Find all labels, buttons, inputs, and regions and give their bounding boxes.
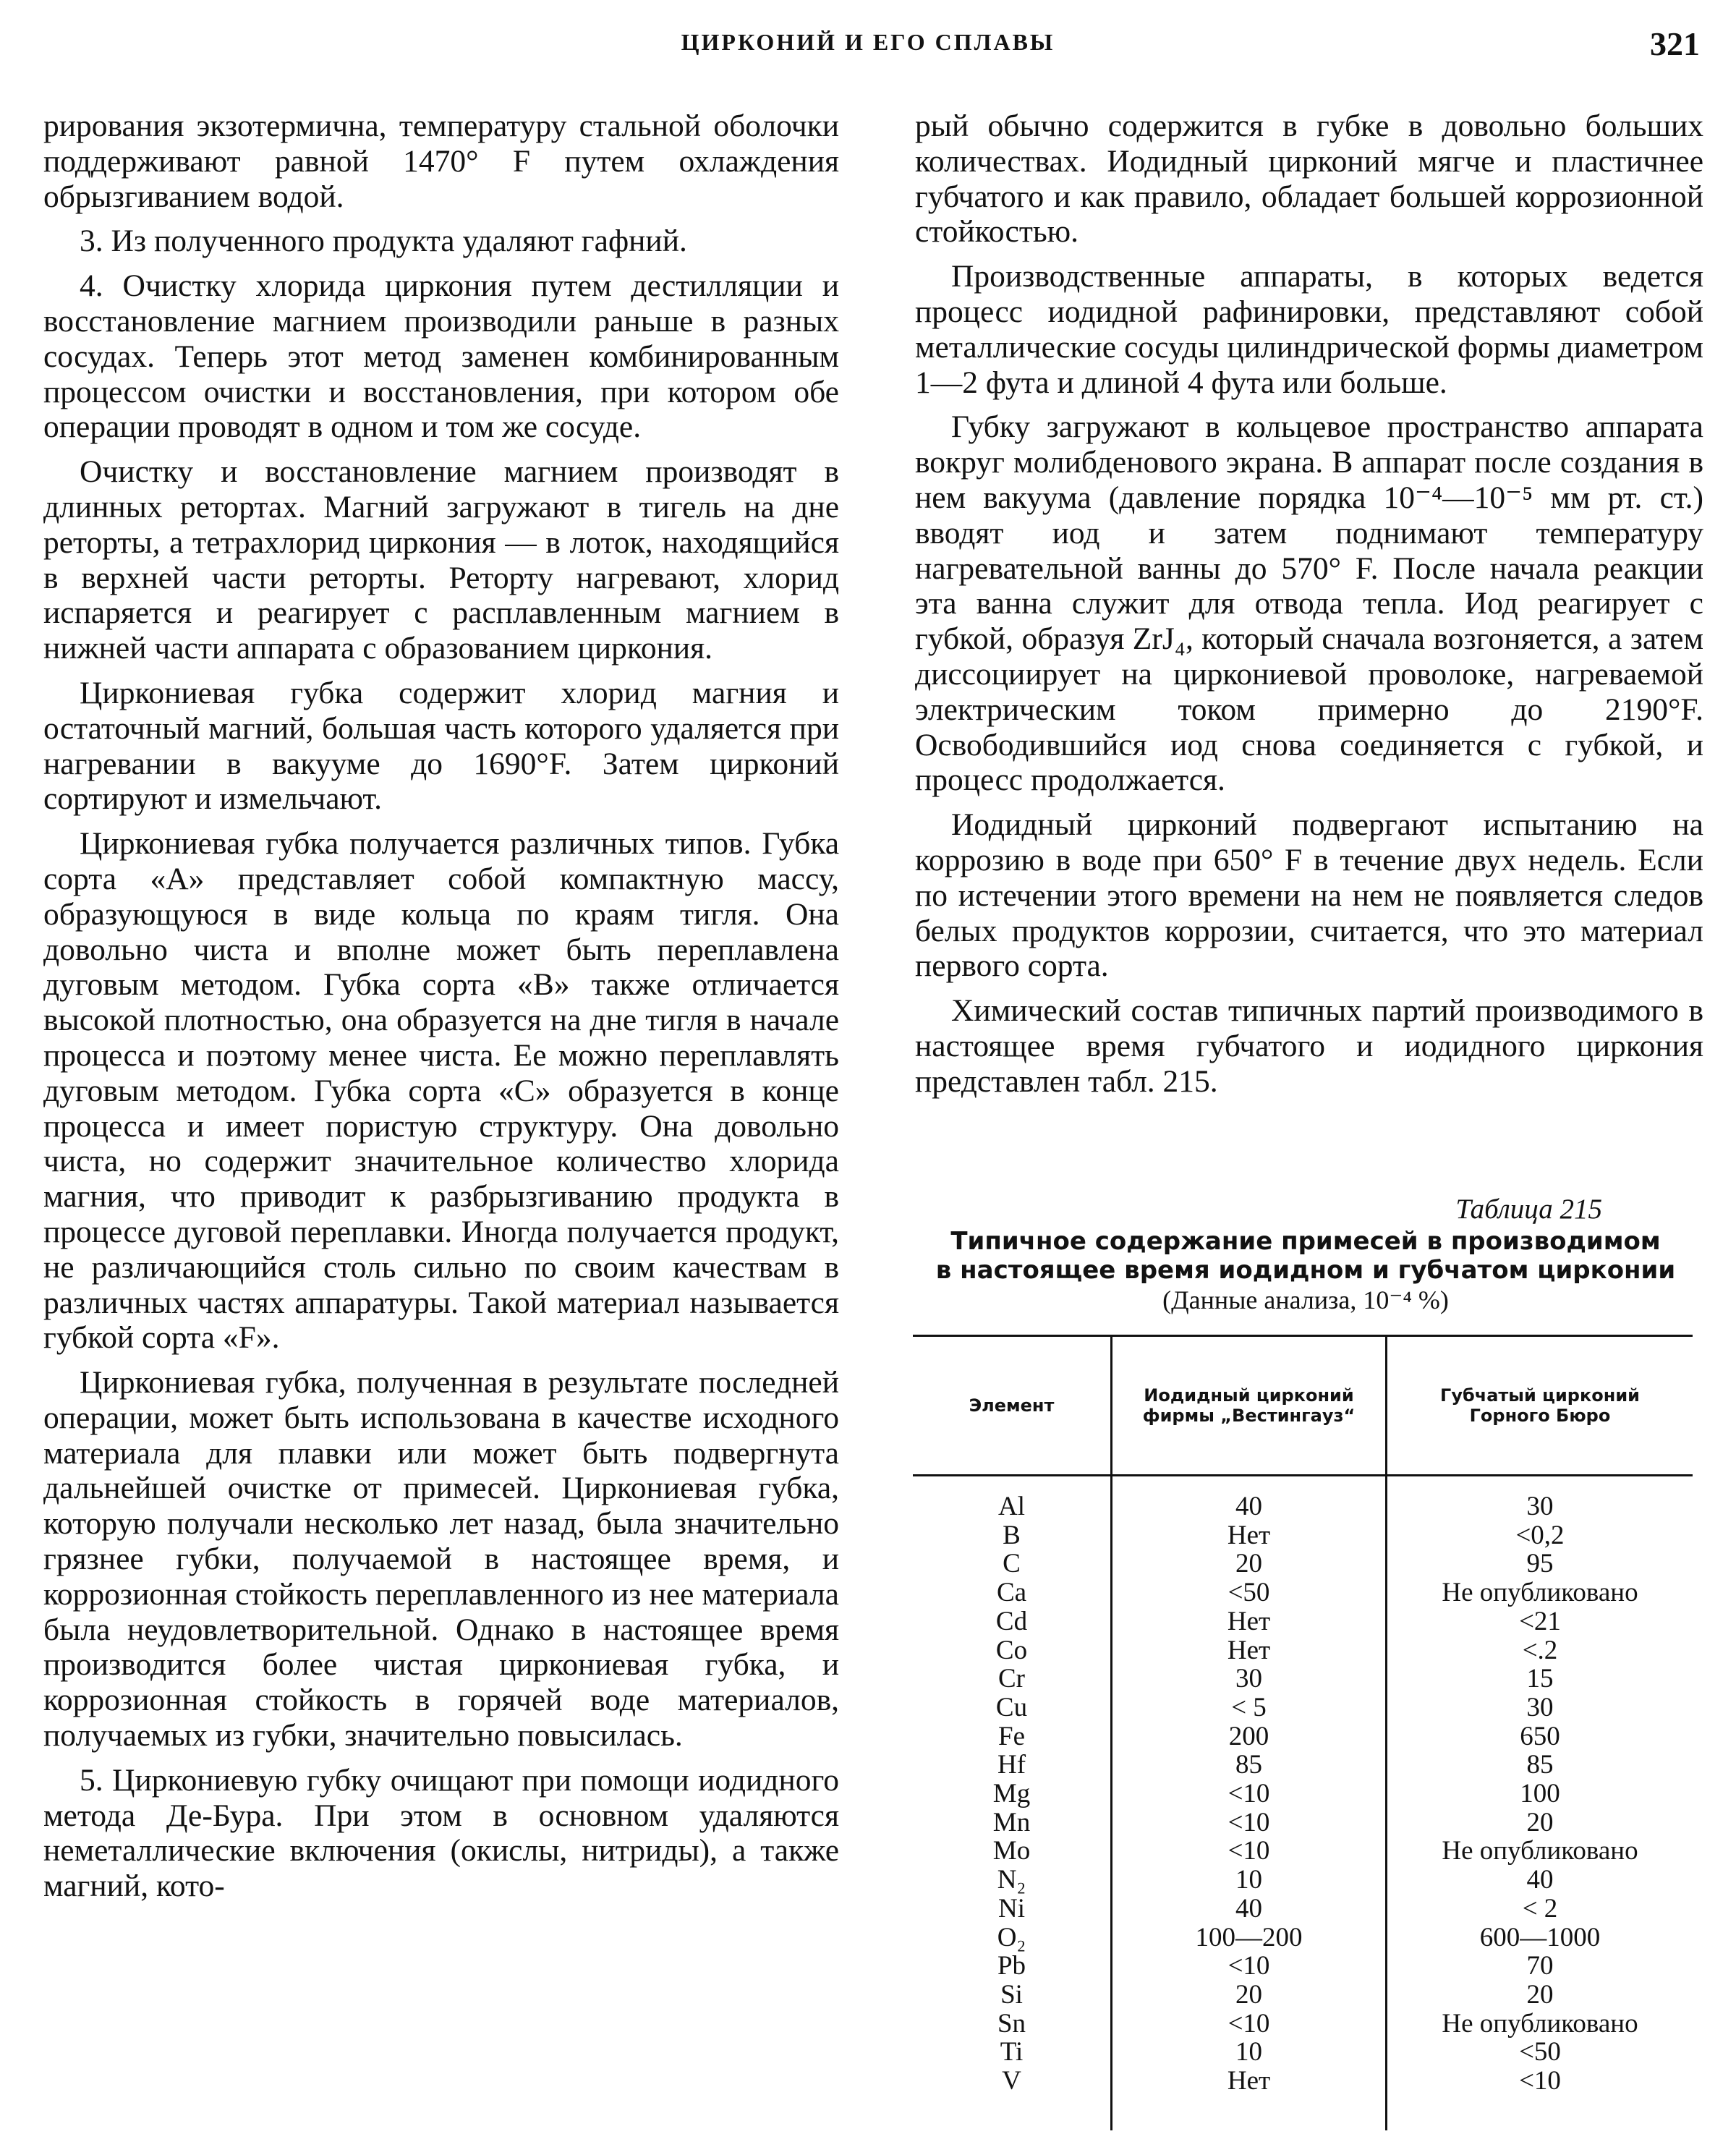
iodide-value-cell: 200 [1228, 1721, 1269, 1751]
iodide-value-cell: 10 [1235, 2037, 1262, 2067]
sponge-value-cell: 600—1000 [1479, 1922, 1601, 1952]
column-header-sponge [1387, 1336, 1693, 1476]
sponge-value-cell: 15 [1526, 1664, 1554, 1694]
table-units-note: (Данные анализа, 10⁻⁴ %) [1162, 1285, 1449, 1314]
paragraph: 4. Очистку хлорида циркония путем дестилляции и восстановление магнием производили раньше в разных сосудах. Теперь этот метод заменен комбинированным процессом очистки и восстановления, при котором обе операции проводят в одном и том же сосуде. [43, 268, 839, 445]
iodide-value-cell: Нет [1227, 1520, 1271, 1550]
element-cell: Ti [1000, 2037, 1024, 2067]
paragraph: 3. Из полученного продукта удаляют гафний. [80, 224, 687, 259]
iodide-value-cell: Нет [1227, 2066, 1271, 2096]
element-cell: V [1002, 2066, 1021, 2096]
sponge-value-cell: 30 [1526, 1692, 1554, 1722]
element-list [913, 1492, 1110, 2096]
iodide-value-cell: 100—200 [1195, 1922, 1303, 1952]
sponge-value-cell: <10 [1519, 2066, 1561, 2096]
paragraph: Циркониевая губка получается различных типов. Губка сорта «А» представляет собой компактную массу, образующуюся в виде кольца по краям тигля. Она довольно чиста и вполне может быть переплавлена дуговым методом. Губка сорта «В» также отличается высокой плотностью, она образуется на дне тигля в начале процесса и поэтому менее чиста. Ее можно переплавлять дуговым методом. Губка сорта «С» образуется в конце процесса и имеет пористую структуру. Она довольно чиста, но содержит значительное количество хлорида магния, что приводит к разбрызгиванию продукта в процессе дуговой переплавки. Иногда получается продукт, не различающийся столь сильно по своим качествам в различных частях аппаратуры. Такой материал называется губкой сорта «F». [43, 826, 839, 1356]
element-cell: C [1003, 1549, 1021, 1579]
column-header-element [913, 1336, 1112, 1476]
iodide-value-cell: 20 [1235, 1549, 1262, 1579]
iodide-value-cell: Нет [1227, 1606, 1271, 1636]
running-header-title: ЦИРКОНИЙ И ЕГО СПЛАВЫ [681, 29, 1055, 55]
iodide-value-cell: <10 [1227, 1779, 1270, 1809]
left-text-column [43, 109, 839, 1904]
header-text: Иодидный цирконий [1144, 1385, 1354, 1406]
table-title-line: Типичное содержание примесей в производимом [950, 1227, 1661, 1256]
sponge-value-cell: 20 [1526, 1807, 1554, 1837]
sponge-value-list [1387, 1492, 1693, 2096]
element-cell: Ca [996, 1578, 1027, 1608]
paragraph: Циркониевая губка содержит хлорид магния и остаточный магний, большая часть которого удаляется при нагревании в вакууме до 1690°F. Затем цирконий сортируют и измельчают. [43, 675, 839, 817]
sponge-value-cell: < 2 [1522, 1893, 1558, 1923]
paragraph: Химический состав типичных партий производимого в настоящее время губчатого и иодидного циркония представлен табл. 215. [915, 993, 1703, 1099]
iodide-value-cell: <10 [1227, 2008, 1270, 2039]
paragraph: рый обычно содержится в губке в довольно больших количествах. Иодидный цирконий мягче и пластичнее губчатого и как правило, обладает большей коррозионной стойкостью. [915, 109, 1703, 250]
iodide-value-list [1112, 1492, 1385, 2096]
sponge-value-cell: <21 [1519, 1606, 1561, 1636]
sponge-column [1387, 1476, 1693, 2131]
iodide-value-cell: 40 [1235, 1492, 1262, 1521]
iodide-value-cell: <10 [1227, 1807, 1270, 1837]
element-cell: Mg [992, 1779, 1031, 1809]
iodide-value-cell: 20 [1235, 1979, 1262, 2010]
paragraph: Губку загружают в кольцевое пространство аппарата вокруг молибденового экрана. В аппарат после создания в нем вакуума (давление порядка 10⁻⁴—10⁻⁵ мм рт. ст.) вводят иод и затем поднимают температуру нагревательной ванны до 570° F. После начала реакции эта ванна служит для отвода тепла. Иод реагирует с губкой, образуя ZrJ₄, который сначала возгоняется, а затем диссоциирует на циркониевой проволоке, нагреваемой электрическим током примерно до 2190°F. Освободившийся иод снова соединяется с губкой, и процесс продолжается. [915, 409, 1703, 798]
sponge-value-cell: 95 [1526, 1549, 1554, 1579]
paragraph: рирования экзотермична, температуру стальной оболочки поддерживают равной 1470° F путем охлаждения обрызгиванием водой. [43, 109, 839, 214]
sponge-value-cell: 40 [1526, 1865, 1554, 1895]
table-caption [908, 1192, 1703, 1315]
paragraph: Иодидный цирконий подвергают испытанию на коррозию в воде при 650° F в течение двух недель. Если по истечении этого времени на нем не появляется следов белых продуктов коррозии, считается, что это материал первого сорта. [915, 807, 1703, 984]
running-header [0, 25, 1736, 72]
element-cell: Sn [997, 2008, 1026, 2039]
sponge-value-cell: 20 [1526, 1979, 1554, 2010]
table-number: Таблица 215 [1455, 1194, 1602, 1225]
element-cell: Co [995, 1635, 1028, 1665]
element-cell: Mo [992, 1836, 1031, 1866]
element-cell: Fe [998, 1721, 1025, 1751]
iodide-value-cell: 85 [1235, 1750, 1262, 1780]
element-column [913, 1476, 1112, 2131]
header-text: Губчатый цирконий [1440, 1385, 1640, 1406]
iodide-column [1112, 1476, 1387, 2131]
paragraph: 5. Циркониевую губку очищают при помощи иодидного метода Де-Бура. При этом в основном удаляются неметаллические включения (окислы, нитриды), а также магний, кото- [43, 1762, 839, 1904]
iodide-value-cell: <50 [1227, 1578, 1270, 1608]
iodide-value-cell: <10 [1227, 1836, 1270, 1866]
element-cell: B [1003, 1520, 1021, 1550]
sponge-value-cell: Не опубликовано [1442, 1836, 1638, 1866]
page-number: 321 [1650, 25, 1700, 62]
iodide-value-cell: <10 [1227, 1951, 1270, 1981]
element-cell: Cu [995, 1692, 1028, 1722]
sponge-value-cell: <50 [1519, 2037, 1561, 2067]
element-cell: Pb [997, 1951, 1026, 1981]
header-text: фирмы „Вестингауз“ [1142, 1406, 1356, 1426]
sponge-value-cell: <.2 [1522, 1635, 1558, 1665]
paragraph: Очистку и восстановление магнием производят в длинных ретортах. Магний загружают в тигель на дне реторты, а тетрахлорид циркония — в лоток, находящийся в верхней части реторты. Реторту нагревают, хлорид испаряется и реагирует с расплавленным магнием в нижней части аппарата с образованием циркония. [43, 454, 839, 666]
sponge-value-cell: Не опубликовано [1442, 1578, 1638, 1608]
sponge-value-cell: Не опубликовано [1442, 2008, 1638, 2039]
iodide-value-cell: Нет [1227, 1635, 1271, 1665]
element-cell: O₂ [997, 1922, 1026, 1952]
paragraph: Производственные аппараты, в которых ведется процесс иодидной рафинировки, представляют собой металлические сосуды цилиндрической формы диаметром 1—2 фута и длиной 4 фута или больше. [915, 259, 1703, 400]
sponge-value-cell: 70 [1526, 1951, 1554, 1981]
iodide-value-cell: 10 [1235, 1865, 1262, 1895]
element-cell: Hf [997, 1750, 1026, 1780]
element-cell: Cd [995, 1606, 1028, 1636]
element-cell: Si [1000, 1979, 1023, 2010]
element-cell: N₂ [997, 1865, 1026, 1895]
right-text-column [915, 109, 1703, 1100]
element-cell: Ni [998, 1893, 1025, 1923]
header-text: Элемент [969, 1395, 1055, 1416]
table-body-row [913, 1476, 1693, 2131]
sponge-value-cell: 100 [1520, 1779, 1560, 1809]
iodide-value-cell: 40 [1235, 1893, 1262, 1923]
sponge-value-cell: <0,2 [1515, 1520, 1565, 1550]
column-header-iodide [1112, 1336, 1387, 1476]
impurity-table [913, 1335, 1693, 2130]
table-header-row [913, 1336, 1693, 1476]
paragraph: Циркониевая губка, полученная в результате последней операции, может быть использована в качестве исходного материала для плавки или может быть подвергнута дальнейшей очистке от примесей. Циркониевая губка, которую получали несколько лет назад, была значительно грязнее губки, получаемой в настоящее время, и коррозионная стойкость переплавленного из нее материала была неудовлетворительной. Однако в настоящее время производится более чистая циркониевая губка, и коррозионная стойкость в горячей воде материалов, получаемых из губки, значительно повысилась. [43, 1365, 839, 1753]
sponge-value-cell: 30 [1526, 1492, 1554, 1521]
element-cell: Cr [998, 1664, 1025, 1694]
header-text: Горного Бюро [1469, 1406, 1611, 1426]
element-cell: Al [998, 1492, 1025, 1521]
sponge-value-cell: 85 [1526, 1750, 1554, 1780]
iodide-value-cell: 30 [1235, 1664, 1262, 1694]
sponge-value-cell: 650 [1520, 1721, 1560, 1751]
table-title-line: в настоящее время иодидном и губчатом цирконии [935, 1256, 1676, 1285]
element-cell: Mn [992, 1807, 1031, 1837]
iodide-value-cell: < 5 [1231, 1692, 1267, 1722]
